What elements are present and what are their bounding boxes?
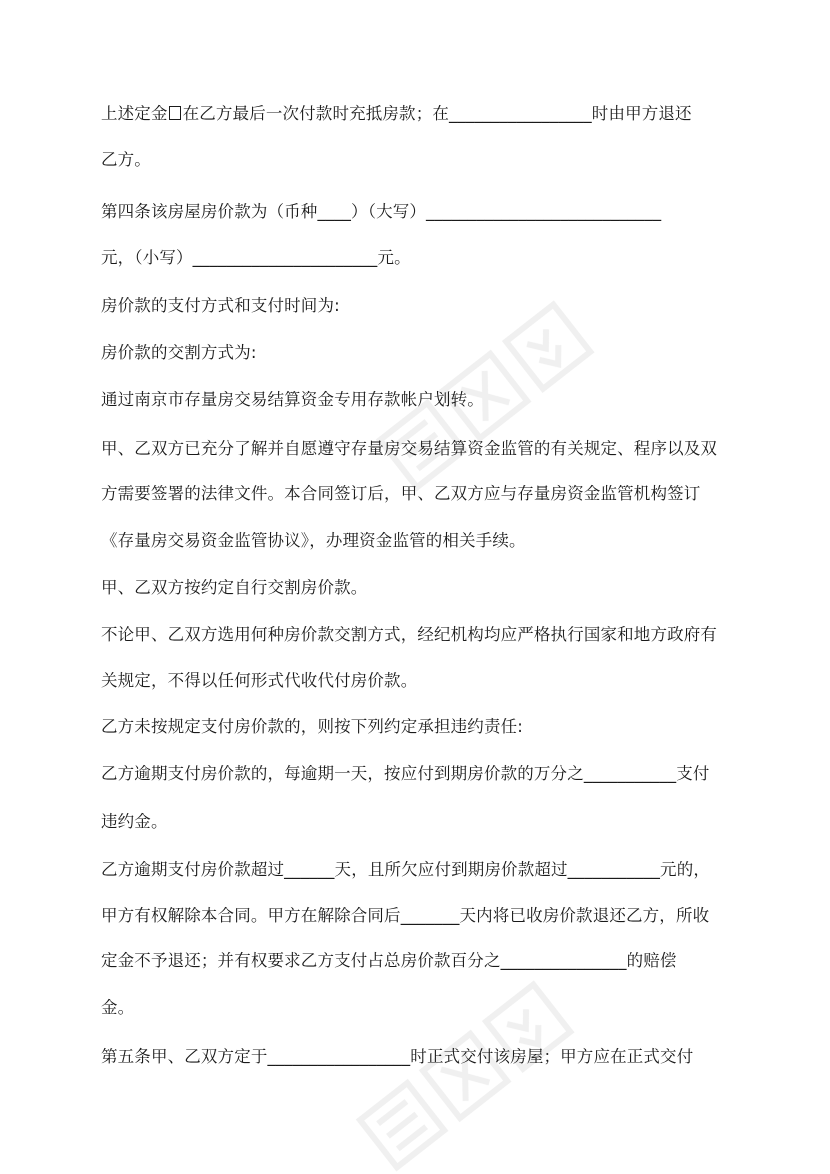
paragraph-line-5: 房价款的支付方式和支付时间为: <box>101 296 340 315</box>
paragraph-line-11: 甲、乙双方按约定自行交割房价款。 <box>101 578 368 597</box>
checkbox-glyph <box>169 106 181 120</box>
text-segment: 在乙方最后一次付款时充抵房款；在_________________时由甲方退还 <box>182 104 692 123</box>
paragraph-line-19: 定金不予退还；并有权要求乙方支付占总房价款百分之_______________的赔偿 <box>101 951 677 970</box>
paragraph-line-4: 元，（小写）______________________元。 <box>101 248 411 267</box>
paragraph-line-12: 不论甲、乙双方选用何种房价款交割方式，经纪机构均应严格执行国家和地方政府有 <box>101 625 718 644</box>
paragraph-line-3: 第四条该房屋房价款为（币种____）（大写）____________________________ <box>101 202 662 221</box>
text-segment: 上述定金 <box>101 104 168 123</box>
paragraph-line-20: 金。 <box>101 998 135 1017</box>
paragraph-line-7: 通过南京市存量房交易结算资金专用存款帐户划转。 <box>101 390 484 409</box>
paragraph-line-13: 关规定，不得以任何形式代收代付房价款。 <box>101 671 418 690</box>
paragraph-line-15: 乙方逾期支付房价款的，每逾期一天，按应付到期房价款的万分之___________支付 <box>101 764 710 783</box>
paragraph-line-21: 第五条甲、乙双方定于_________________时正式交付该房屋；甲方应在正式交付 <box>101 1047 694 1066</box>
paragraph-line-14: 乙方未按规定支付房价款的，则按下列约定承担违约责任: <box>101 717 523 736</box>
paragraph-line-17: 乙方逾期支付房价款超过______天，且所欠应付到期房价款超过___________元的， <box>101 860 710 879</box>
paragraph-line-8: 甲、乙双方已充分了解并自愿遵守存量房交易结算资金监管的有关规定、程序以及双 <box>101 439 718 458</box>
paragraph-line-16: 违约金。 <box>101 812 168 831</box>
paragraph-line-9: 方需要签署的法律文件。本合同签订后，甲、乙双方应与存量房资金监管机构签订 <box>101 484 701 503</box>
paragraph-line-18: 甲方有权解除本合同。甲方在解除合同后_______天内将已收房价款退还乙方，所收 <box>101 906 710 925</box>
paragraph-line-6: 房价款的交割方式为: <box>101 343 257 362</box>
paragraph-line-10: 《存量房交易资金监管协议》，办理资金监管的相关手续。 <box>101 531 526 550</box>
paragraph-line-1 <box>101 104 692 124</box>
paragraph-line-2: 乙方。 <box>101 150 151 169</box>
